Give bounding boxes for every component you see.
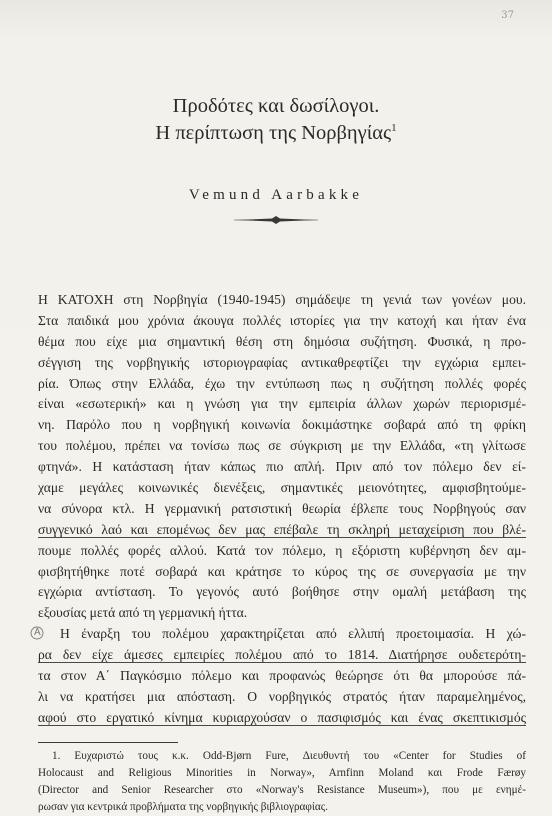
body-line: να σύνορα κτλ. Η γερμανική ρατσιστική θεωρία έβλεπε τους Νορβηγούς σαν xyxy=(38,500,526,516)
footnote-reference: 1 xyxy=(391,122,397,135)
body-line: είναι «εσωτερική» και η γνώση για την εμπειρία άλλων χωρών περιορισμέ- xyxy=(38,396,526,412)
body-line: τα στον Α΄ Παγκόσμιο πόλεμο και προφανώς θεώρησε ότι θα μπορούσε πά- xyxy=(38,668,526,684)
body-line-underlined: αφού στο εργατικό κίνημα κυριαρχούσαν ο πασιφισμός και ένας σκεπτικισμός xyxy=(38,709,526,725)
footnote xyxy=(38,748,526,816)
body-line: του πολέμου, πρέπει να τονίσω πως σε σύγκριση με την Ελλάδα, «τη γλίτωσε xyxy=(38,438,526,454)
body-line: νη. Παρόλο που η νορβηγική κοινωνία δοκιμάστηκε σοβαρά από τη φρίκη xyxy=(38,417,526,433)
body-line: εγχώρια αντίσταση. Το γεγονός αυτό βοήθησε στην ομαλή μετάβαση της xyxy=(38,584,526,600)
body-text xyxy=(38,290,526,729)
body-line-underlined: ρα δεν είχε άμεσες εμπειρίες πολέμου από το 1814. Διατήρησε ουδετερότη- xyxy=(38,647,526,663)
body-line: Η ΚΑΤΟΧΗ στη Νορβηγία (1940-1945) σημάδεψε τη γενιά των γονέων μου. xyxy=(38,292,526,307)
body-line: Η έναρξη του πολέμου χαρακτηρίζεται από ελλιπή προετοιμασία. Η χώ- xyxy=(60,626,526,642)
footnote-line: 1. Ευχαριστώ τους κ.κ. Odd-Bjørn Fure, Διευθυντή του «Center for Studies of xyxy=(52,750,526,762)
page-number: 37 xyxy=(501,10,514,21)
body-line: Στα παιδικά μου χρόνια άκουγα πολλές ιστορίες για την κατοχή και ήταν ένα xyxy=(38,312,526,328)
footnote-line: ρωσαν για κεντρικά προβλήματα της νορβηγικής βιβλιογραφίας. xyxy=(38,801,328,813)
body-line: λι να κρατήσει μια απόσταση. Ο νορβηγικός στρατός ήταν παραμελημένος, xyxy=(38,688,526,704)
body-line: εξουσίας μετά από τη γερμανική ήττα. xyxy=(38,605,248,621)
footnote-line: (Director and Senior Researcher στο «Norway's Resistance Museum»), που με ενημέ- xyxy=(38,784,526,796)
body-line: πουμε πολλές φορές αλλού. Κατά τον πόλεμο, η εξόριστη κυβέρνηση δεν αμ- xyxy=(38,542,526,558)
chapter-title-line-2: Η περίπτωση της Νορβηγίας$^1$ xyxy=(155,122,397,144)
body-line: ρία. Όπως στην Ελλάδα, έχω την εντύπωση πως η συζήτηση πολλές φορές xyxy=(38,375,526,391)
body-line-underlined: συγγενικό λαό και επομένως δεν μας επέβαλε τη σκληρή μεταχείριση που βλέ- xyxy=(38,521,526,537)
body-line: σέγγιση της νορβηγικής ιστοριογραφίας αντικαθρεφτίζει την εγχώρια εμπει- xyxy=(38,354,526,370)
chapter-title-line-1: Προδότες και δωσίλογοι. xyxy=(172,95,380,117)
body-line: θέμα που είχε μια σημαντική θέση στη δημόσια συζήτηση. Φυσικά, η προ- xyxy=(38,333,526,349)
ornament-divider xyxy=(234,215,318,225)
footnote-line: Holocaust and Religious Minorities in Norway», Arnfinn Moland και Frode Færøy xyxy=(38,767,526,779)
author-name: Vemund Aarbakke xyxy=(188,187,364,203)
margin-annotation: A xyxy=(30,626,44,643)
footnote-rule xyxy=(38,742,178,743)
body-line: χαμε μεγάλες κοινωνικές διενέξεις, σημαντικές μειονότητες, αμφισβητούμε- xyxy=(38,480,526,496)
body-line: φισβητήθηκε ποτέ σοβαρά και κράτησε το κύρος της σε συνεργασία με την xyxy=(38,563,526,579)
body-line: φτηνά». Η κατάσταση ήταν κάπως πιο απλή. Πριν από τον πόλεμο δεν εί- xyxy=(38,459,526,475)
